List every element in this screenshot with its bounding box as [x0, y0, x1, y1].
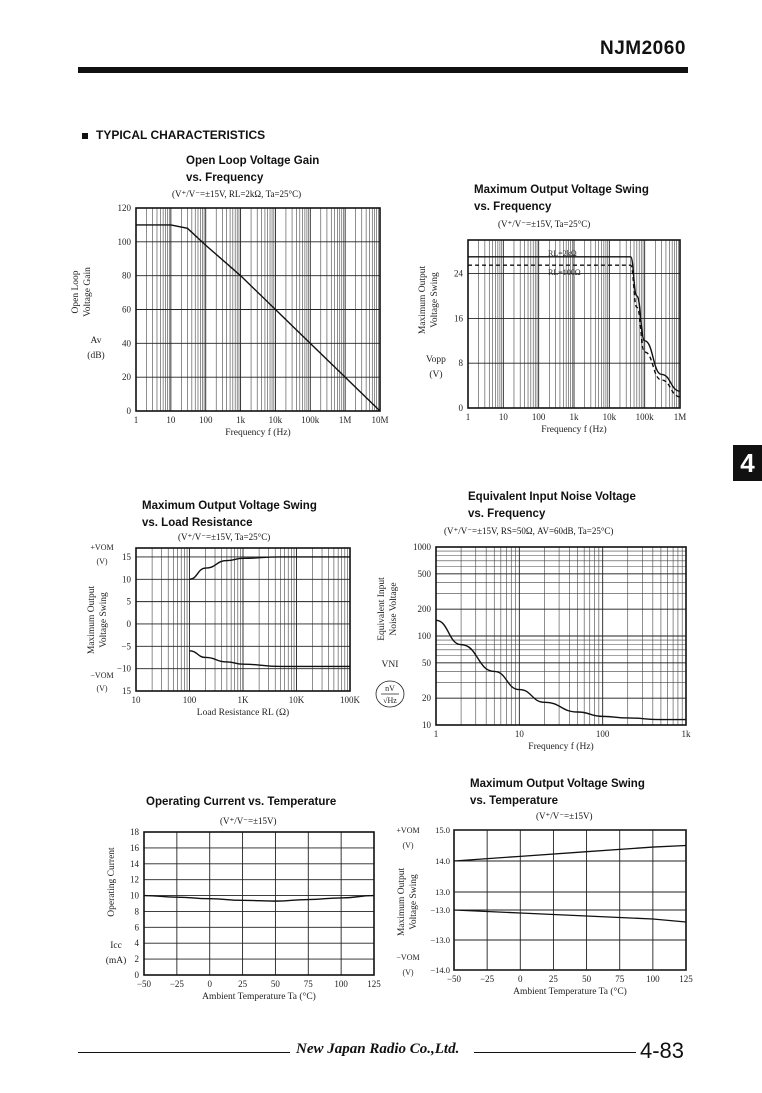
x-tick-label: 1M — [673, 412, 687, 422]
y-tick-label: 14 — [130, 858, 139, 869]
y-axis-bottom-label: −VOM — [396, 953, 420, 962]
y-axis-label-1: Maximum Output — [418, 265, 428, 335]
y-axis-label-1: Maximum Output — [87, 585, 97, 655]
x-tick-label: 1M — [338, 415, 352, 425]
x-axis-label: Ambient Temperature Ta (°C) — [202, 992, 316, 1002]
chart1-title-line2: vs. Frequency — [186, 172, 264, 184]
y-axis-unit: (mA) — [105, 956, 127, 966]
y-axis-unit-top: nV — [385, 684, 395, 693]
x-tick-label: 0 — [518, 974, 523, 984]
footer-rule-left — [78, 1052, 290, 1053]
x-tick-label: 100 — [646, 974, 660, 984]
y-tick-label: 15 — [122, 686, 131, 696]
y-axis-symbol: Icc — [110, 941, 122, 951]
y-tick-label: 0 — [134, 970, 139, 980]
x-tick-label: −50 — [136, 979, 152, 989]
chart3-conditions: (V⁺/V⁻=±15V, Ta=25°C) — [178, 532, 271, 542]
y-axis-label-1: Equivalent Input — [377, 577, 387, 641]
x-tick-label: 100k — [635, 412, 654, 422]
x-tick-label: 125 — [679, 974, 693, 984]
y-tick-label: 120 — [117, 203, 131, 213]
x-axis-label: Frequency f (Hz) — [528, 742, 594, 752]
x-tick-label: 25 — [238, 979, 248, 989]
x-tick-label: 100 — [531, 412, 546, 422]
chart6-title-line1: Maximum Output Voltage Swing — [470, 778, 645, 790]
x-tick-label: 125 — [367, 979, 381, 989]
chapter-tab: 4 — [733, 445, 762, 481]
x-tick-label: 10K — [288, 695, 305, 705]
chart2-title-line1: Maximum Output Voltage Swing — [474, 184, 649, 196]
footer-rule-right — [474, 1052, 636, 1053]
chart3-title-line2: vs. Load Resistance — [142, 517, 253, 529]
x-tick-label: 10 — [166, 415, 176, 425]
legend-label-1: RL=2kΩ — [548, 249, 577, 258]
x-tick-label: 1k — [236, 415, 246, 425]
x-tick-label: 100K — [340, 695, 360, 705]
y-axis-bottom-unit: (V) — [402, 968, 414, 977]
chart4-title-line2: vs. Frequency — [468, 508, 546, 520]
chart1-plot — [60, 198, 400, 448]
y-axis-unit: (V) — [429, 370, 443, 380]
y-tick-label: 500 — [417, 568, 431, 579]
chart2-title-line2: vs. Frequency — [474, 201, 552, 213]
y-tick-label: 18 — [130, 827, 139, 837]
chart4-plot — [370, 537, 700, 757]
chart1-title-line1: Open Loop Voltage Gain — [186, 155, 320, 167]
x-tick-label: 75 — [615, 974, 625, 984]
y-tick-label: 5 — [126, 596, 131, 607]
chart6-plot — [388, 822, 698, 1008]
y-axis-unit: (dB) — [87, 351, 105, 361]
y-tick-label: 13.0 — [435, 887, 450, 897]
y-tick-label: 10 — [122, 574, 131, 585]
series-line-1 — [190, 557, 351, 579]
chart2-title — [474, 182, 649, 216]
x-tick-label: 25 — [548, 974, 558, 984]
y-tick-label: 20 — [422, 693, 431, 704]
x-tick-label: 1 — [133, 415, 139, 425]
x-tick-label: 10 — [498, 412, 508, 422]
x-tick-label: −50 — [446, 974, 462, 984]
x-axis-label: Frequency f (Hz) — [541, 425, 607, 435]
y-tick-label: 16 — [130, 842, 139, 853]
chart3-plot — [80, 538, 370, 728]
y-axis-label-2: Voltage Gain — [83, 267, 93, 317]
y-tick-label: 100 — [417, 631, 431, 641]
y-axis-label-2: Voltage Swing — [99, 592, 109, 648]
x-tick-label: 100 — [182, 695, 197, 705]
y-tick-label: 50 — [422, 657, 431, 668]
x-tick-label: 10k — [602, 412, 617, 422]
x-tick-label: 10k — [268, 415, 283, 425]
y-tick-label: 10 — [422, 720, 431, 730]
y-axis-label-2: Noise Voltage — [389, 582, 399, 636]
y-axis-bottom-unit: (V) — [96, 684, 108, 693]
chart5-conditions: (V⁺/V⁻=±15V) — [220, 816, 277, 826]
x-tick-label: 1K — [237, 695, 249, 705]
chart3-title — [142, 498, 317, 532]
y-axis-label-2: Voltage Swing — [430, 272, 440, 328]
page-number: 4-83 — [640, 1038, 685, 1063]
chart5-title: Operating Current vs. Temperature — [146, 796, 337, 808]
chart1-title — [186, 153, 319, 187]
x-tick-label: −25 — [169, 979, 184, 989]
y-axis-symbol: Av — [90, 336, 102, 346]
y-tick-label: 16 — [454, 313, 463, 324]
x-tick-label: 75 — [303, 979, 313, 989]
x-tick-label: 10M — [371, 415, 389, 425]
y-tick-label: −13.0 — [430, 935, 450, 945]
x-tick-label: 1k — [681, 729, 691, 739]
x-tick-label: 1k — [569, 412, 579, 422]
series-line-2 — [190, 651, 351, 667]
y-tick-label: 15.0 — [435, 825, 450, 835]
chart1-conditions: (V⁺/V⁻=±15V, RL=2kΩ, Ta=25°C) — [172, 189, 302, 199]
series-line-2 — [454, 910, 686, 922]
chart3-title-line1: Maximum Output Voltage Swing — [142, 500, 317, 512]
y-tick-label: 2 — [134, 954, 139, 965]
x-tick-label: 1 — [465, 412, 471, 422]
x-tick-label: 10 — [131, 695, 141, 705]
y-axis-label-1: Open Loop — [71, 270, 81, 314]
plot-frame — [454, 830, 686, 970]
y-axis-label-2: Voltage Swing — [409, 874, 419, 930]
y-tick-label: 12 — [130, 874, 139, 885]
y-axis-top-label: +VOM — [396, 826, 420, 835]
section-title: TYPICAL CHARACTERISTICS — [96, 128, 266, 142]
footer-brand: New Japan Radio Co.,Ltd. — [296, 1041, 460, 1057]
y-tick-label: 14.0 — [435, 856, 450, 866]
chart4-title-line1: Equivalent Input Noise Voltage — [468, 491, 636, 503]
chart2-plot — [410, 230, 700, 440]
y-axis-bottom-label: −VOM — [90, 671, 114, 680]
y-tick-label: 0 — [126, 406, 131, 416]
y-tick-label: 10 — [130, 890, 139, 901]
x-tick-label: 10 — [514, 729, 524, 739]
chart4-conditions: (V⁺/V⁻=±15V, RS=50Ω, AV=60dB, Ta=25°C) — [444, 526, 614, 536]
x-axis-label: Load Resistance RL (Ω) — [196, 708, 290, 718]
y-tick-label: −14.0 — [430, 965, 450, 975]
y-axis-top-label: +VOM — [90, 543, 114, 552]
x-tick-label: −25 — [480, 974, 495, 984]
x-tick-label: 100 — [595, 729, 610, 739]
chart2-conditions: (V⁺/V⁻=±15V, Ta=25°C) — [498, 219, 591, 229]
y-tick-label: 0 — [458, 403, 463, 413]
x-tick-label: 100 — [198, 415, 213, 425]
legend-label-2: RL=100Ω — [548, 268, 581, 277]
y-axis-symbol: Vopp — [426, 355, 446, 365]
x-tick-label: 1 — [433, 729, 439, 739]
y-tick-label: 40 — [122, 338, 131, 349]
y-axis-label-1: Maximum Output — [397, 867, 407, 937]
chart6-title — [470, 776, 645, 810]
y-tick-label: 1000 — [413, 542, 431, 552]
y-tick-label: 8 — [134, 906, 139, 917]
x-tick-label: 100 — [334, 979, 348, 989]
y-axis-top-unit: (V) — [96, 557, 108, 566]
bullet-icon — [82, 133, 88, 139]
header-rule — [78, 67, 688, 73]
series-line-1 — [454, 846, 686, 862]
y-axis-top-unit: (V) — [402, 841, 414, 850]
section-heading — [82, 128, 265, 142]
y-tick-label: 15 — [122, 551, 131, 562]
x-tick-label: 0 — [207, 979, 212, 989]
series-line-1 — [436, 620, 686, 719]
y-tick-label: −13.0 — [430, 905, 450, 915]
chart6-title-line2: vs. Temperature — [470, 795, 558, 807]
y-tick-label: 20 — [122, 372, 131, 383]
y-tick-label: −10 — [116, 663, 131, 674]
y-axis-label-1: Operating Current — [107, 847, 117, 917]
y-axis-symbol: VNI — [381, 660, 399, 670]
part-number: NJM2060 — [600, 38, 686, 59]
series-line-1 — [144, 896, 374, 902]
x-tick-label: 50 — [582, 974, 592, 984]
y-tick-label: 6 — [134, 922, 139, 933]
y-tick-label: 0 — [126, 618, 131, 629]
chart4-title — [468, 489, 636, 523]
chart6-conditions: (V⁺/V⁻=±15V) — [536, 811, 593, 821]
y-tick-label: 80 — [122, 270, 131, 281]
y-tick-label: 4 — [134, 938, 139, 949]
y-tick-label: 60 — [122, 304, 131, 315]
x-axis-label: Frequency f (Hz) — [225, 428, 291, 438]
y-tick-label: 8 — [458, 358, 463, 369]
plot-frame — [144, 832, 374, 975]
chart5-plot — [96, 824, 386, 1014]
y-tick-label: 100 — [117, 236, 131, 247]
x-tick-label: 100k — [301, 415, 320, 425]
y-axis-unit-bottom: √Hz — [383, 696, 397, 705]
y-tick-label: −5 — [121, 641, 131, 652]
x-axis-label: Ambient Temperature Ta (°C) — [513, 987, 627, 997]
y-tick-label: 24 — [454, 268, 463, 279]
x-tick-label: 50 — [270, 979, 280, 989]
y-tick-label: 200 — [417, 604, 431, 615]
